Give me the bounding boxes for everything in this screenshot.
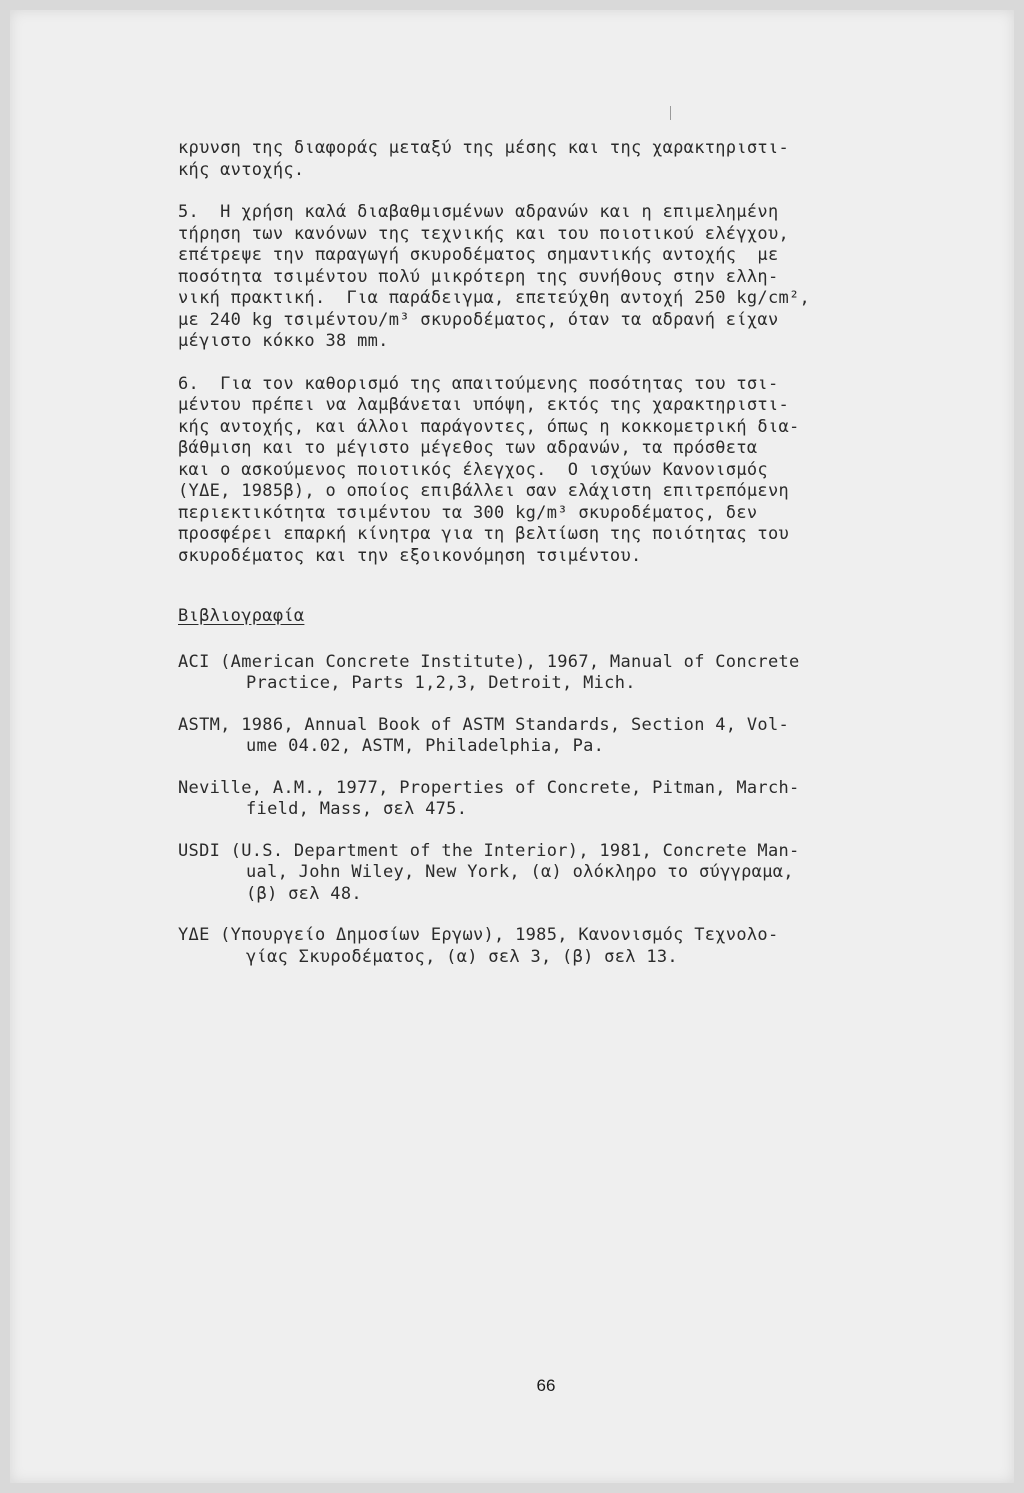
- reference-first-line: ASTM, 1986, Annual Book of ASTM Standards, Section 4, Vol-: [178, 714, 790, 735]
- text-line: περιεκτικότητα τσιμέντου τα 300 kg/m³ σκυροδέματος, δεν: [178, 502, 758, 523]
- reference-first-line: ACI (American Concrete Institute), 1967, Manual of Concrete: [178, 651, 800, 672]
- reference-continuation-line: Practice, Parts 1,2,3, Detroit, Mich.: [246, 673, 636, 693]
- text-line: κής αντοχής, και άλλοι παράγοντες, όπως η κοκκομετρική δια-: [178, 416, 800, 437]
- reference-entry: [178, 715, 938, 758]
- reference-continuation-line: ual, John Wiley, New York, (α) ολόκληρο το σύγγραμα,: [246, 862, 794, 882]
- text-line: και ο ασκούμενος ποιοτικός έλεγχος. Ο ισχύων Κανονισμός: [178, 459, 768, 480]
- reference-continuation-line: ume 04.02, ASTM, Philadelphia, Pa.: [246, 736, 605, 756]
- text-line: κρυνση της διαφοράς μεταξύ της μέσης και της χαρακτηριστι-: [178, 138, 790, 158]
- bibliography-section: [178, 588, 938, 968]
- reference-first-line: ΥΔΕ (Υπουργείο Δημοσίων Εργων), 1985, Κανονισμός Τεχνολο-: [178, 925, 779, 945]
- paragraph: [178, 374, 938, 568]
- text-line: (ΥΔΕ, 1985β), ο οποίος επιβάλλει σαν ελάχιστη επιτρεπόμενη: [178, 481, 790, 501]
- reference-entry: [178, 778, 938, 821]
- page-body: [178, 138, 938, 988]
- text-line: με 240 kg τσιμέντου/m³ σκυροδέματος, όταν τα αδρανή είχαν: [178, 309, 779, 330]
- text-line: μέντου πρέπει να λαμβάνεται υπόψη, εκτός της χαρακτηριστι-: [178, 395, 790, 415]
- reference-continuation-line: γίας Σκυροδέματος, (α) σελ 3, (β) σελ 13.: [246, 946, 678, 967]
- paragraph: [178, 138, 938, 181]
- text-line: κής αντοχής.: [178, 159, 305, 180]
- paragraph: [178, 202, 938, 353]
- paragraphs: [178, 138, 938, 567]
- text-line: σκυροδέματος και την εξοικονόμηση τσιμέντου.: [178, 545, 642, 566]
- text-line: ποσότητα τσιμέντου πολύ μικρότερη της συνήθους στην ελλη-: [178, 266, 779, 287]
- reference-first-line: USDI (U.S. Department of the Interior), 1981, Concrete Man-: [178, 840, 800, 861]
- text-line: επέτρεψε την παραγωγή σκυροδέματος σημαντικής αντοχής με: [178, 245, 779, 265]
- text-line: προσφέρει επαρκή κίνητρα για τη βελτίωση της ποιότητας του: [178, 524, 790, 544]
- scan-mark: [670, 106, 671, 120]
- reference-continuation-line: field, Mass, σελ 475.: [246, 799, 468, 819]
- reference-entry: [178, 925, 938, 968]
- reference-entry: [178, 652, 938, 695]
- reference-continuation-line: (β) σελ 48.: [246, 883, 362, 904]
- text-line: βάθμιση και το μέγιστο μέγεθος των αδρανών, τα πρόσθετα: [178, 438, 758, 458]
- text-line: μέγιστο κόκκο 38 mm.: [178, 331, 389, 351]
- page-number: 66: [536, 1376, 556, 1395]
- bibliography-heading: Βιβλιογραφία: [178, 606, 305, 626]
- text-line: νική πρακτική. Για παράδειγμα, επετεύχθη αντοχή 250 kg/cm²,: [178, 288, 821, 308]
- reference-entry: [178, 841, 938, 906]
- text-line: 6. Για τον καθορισμό της απαιτούμενης ποσότητας του τσι-: [178, 373, 779, 394]
- text-line: τήρηση των κανόνων της τεχνικής και του ποιοτικού ελέγχου,: [178, 223, 790, 244]
- reference-first-line: Neville, A.M., 1977, Properties of Concrete, Pitman, March-: [178, 777, 800, 798]
- document-page: [10, 10, 1014, 1483]
- text-line: 5. Η χρήση καλά διαβαθμισμένων αδρανών και η επιμελημένη: [178, 202, 779, 222]
- reference-list: [178, 652, 938, 969]
